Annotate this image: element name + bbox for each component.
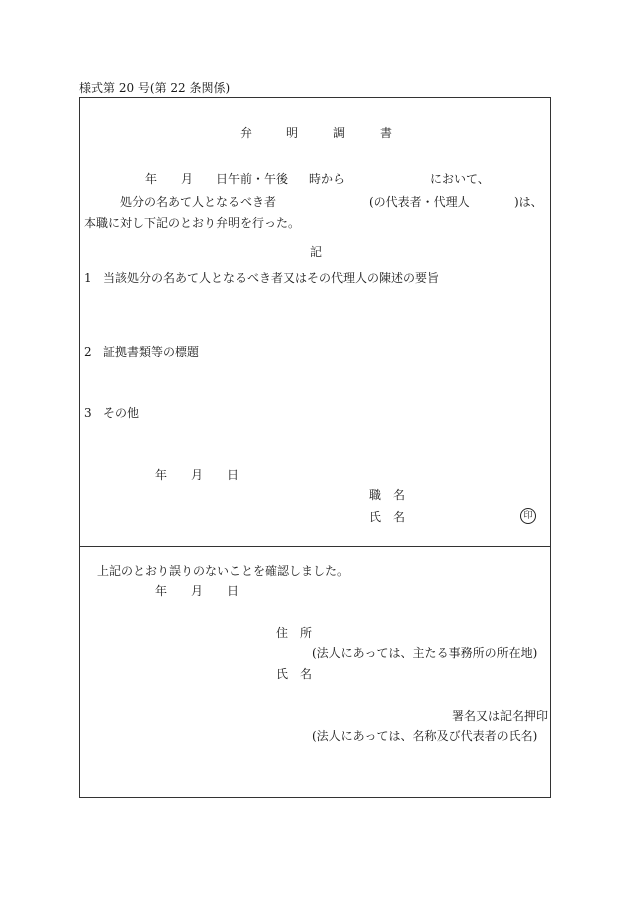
intro-party: 処分の名あて人となるべき者: [120, 195, 277, 209]
ki-heading: 記: [310, 245, 323, 259]
confirm-name-label: 氏 名: [276, 667, 313, 681]
intro-year: 年: [145, 172, 158, 186]
intro-rep-close: )は、: [514, 195, 543, 209]
intro-time-from: 時から: [309, 172, 346, 186]
address-note: (法人にあっては、主たる事務所の所在地): [312, 646, 538, 660]
item-3-text: その他: [103, 406, 140, 420]
name-note: (法人にあっては、名称及び代表者の氏名): [312, 729, 538, 743]
intro-rep-open: (の代表者・代理人: [369, 195, 470, 209]
sign-note: 署名又は記名押印: [452, 709, 549, 723]
seal-mark: 印: [520, 508, 536, 524]
official-title-label: 職 名: [369, 488, 406, 502]
item-2-num: 2: [84, 345, 92, 359]
confirm-year: 年: [155, 584, 168, 598]
confirm-day: 日: [227, 584, 240, 598]
title-char-2: 明: [286, 126, 299, 140]
title-char-1: 弁: [240, 126, 253, 140]
item-1-text: 当該処分の名あて人となるべき者又はその代理人の陳述の要旨: [103, 271, 440, 285]
form-label: 様式第 20 号(第 22 条関係): [79, 81, 231, 95]
title-char-4: 書: [380, 126, 393, 140]
intro-day-ampm: 日午前・午後: [216, 172, 289, 186]
intro-month: 月: [181, 172, 194, 186]
date-month: 月: [191, 468, 204, 482]
section-divider: [79, 546, 551, 547]
title-char-3: 調: [333, 126, 346, 140]
confirm-text: 上記のとおり誤りのないことを確認しました。: [97, 564, 350, 578]
confirm-month: 月: [191, 584, 204, 598]
intro-line3: 本職に対し下記のとおり弁明を行った。: [84, 216, 301, 230]
intro-place: において、: [430, 172, 490, 186]
official-name-label: 氏 名: [369, 510, 406, 524]
item-1-num: 1: [84, 271, 92, 285]
date-day: 日: [227, 468, 240, 482]
address-label: 住 所: [276, 626, 313, 640]
item-3-num: 3: [84, 406, 92, 420]
date-year: 年: [155, 468, 168, 482]
item-2-text: 証拠書類等の標題: [103, 345, 200, 359]
